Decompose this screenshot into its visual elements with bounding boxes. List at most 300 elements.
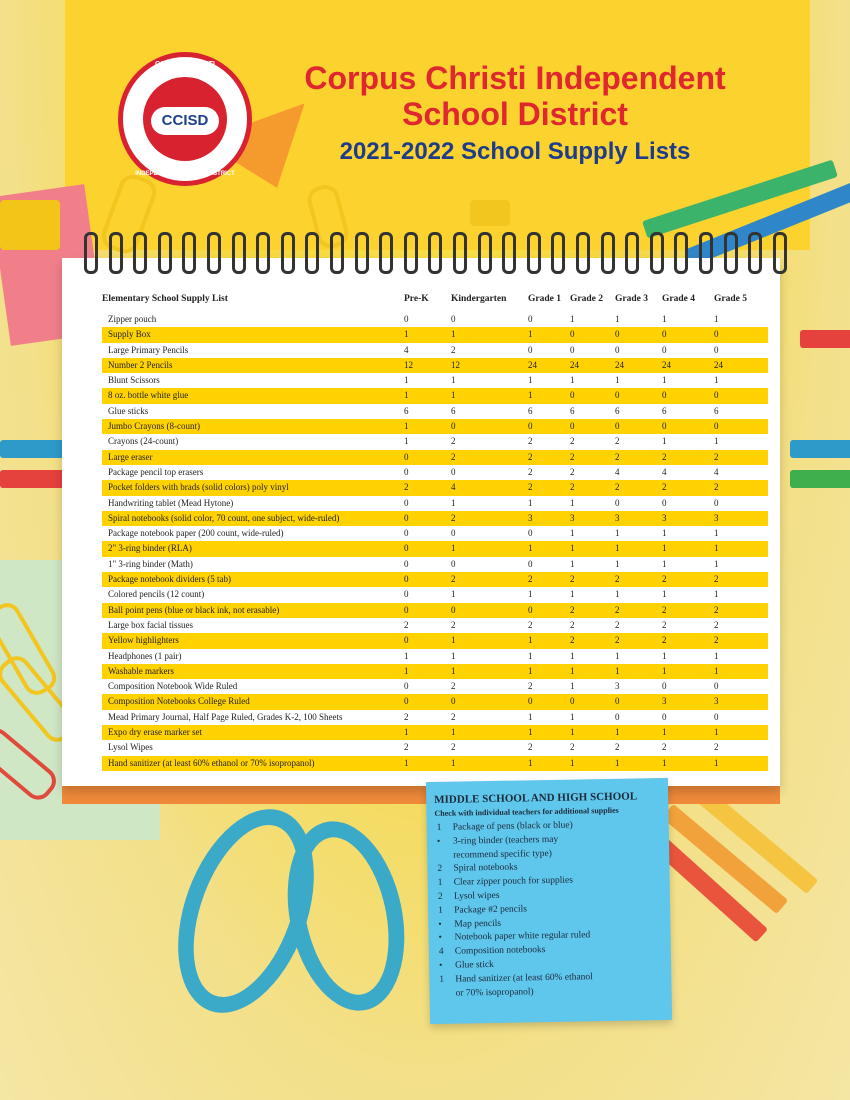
supply-item-name: Blunt Scissors xyxy=(108,375,160,386)
item-quantity: 1 xyxy=(437,878,443,889)
quantity-cell: 0 xyxy=(404,466,409,477)
quantity-cell: 1 xyxy=(404,436,409,447)
supply-item-name: Large Primary Pencils xyxy=(108,344,189,355)
quantity-cell: 2 xyxy=(570,482,575,493)
quantity-cell: 0 xyxy=(662,344,667,355)
quantity-cell: 0 xyxy=(451,421,456,432)
quantity-cell: 2 xyxy=(451,344,456,355)
list-title: Elementary School Supply List xyxy=(102,294,228,304)
quantity-cell: 0 xyxy=(714,390,719,401)
col-header: Grade 2 xyxy=(570,294,603,304)
spiral-ring xyxy=(453,232,467,274)
quantity-cell: 0 xyxy=(662,390,667,401)
quantity-cell: 2 xyxy=(404,619,409,630)
quantity-cell: 2 xyxy=(615,742,620,753)
quantity-cell: 6 xyxy=(451,405,456,416)
item-quantity: 2 xyxy=(437,864,443,875)
table-row xyxy=(102,496,768,511)
quantity-cell: 1 xyxy=(451,390,456,401)
quantity-cell: 24 xyxy=(528,359,537,370)
quantity-cell: 2 xyxy=(714,574,719,585)
item-text-continued: recommend specific type) xyxy=(453,848,552,861)
quantity-cell: 0 xyxy=(662,497,667,508)
supply-item-name: Hand sanitizer (at least 60% ethanol or 70% isopropanol) xyxy=(108,757,315,768)
quantity-cell: 0 xyxy=(451,466,456,477)
notebook-cover-edge xyxy=(62,786,780,804)
item-text: Package of pens (black or blue) xyxy=(452,820,573,833)
quantity-cell: 3 xyxy=(662,696,667,707)
spiral-ring xyxy=(207,232,221,274)
spiral-binding xyxy=(62,232,780,272)
quantity-cell: 4 xyxy=(451,482,456,493)
item-quantity: • xyxy=(438,933,443,944)
quantity-cell: 1 xyxy=(615,314,620,324)
supply-table xyxy=(102,312,768,771)
middle-high-list xyxy=(437,818,665,1001)
sticky-title: MIDDLE SCHOOL AND HIGH SCHOOL xyxy=(434,790,638,806)
supply-item-name: 8 oz. bottle white glue xyxy=(108,390,189,401)
table-row xyxy=(102,480,768,495)
item-text-continued: or 70% isopropanol) xyxy=(455,986,534,999)
quantity-cell: 2 xyxy=(662,604,667,615)
quantity-cell: 1 xyxy=(615,558,620,569)
table-row xyxy=(102,603,768,618)
page-title-line2: School District xyxy=(402,96,628,132)
spiral-ring xyxy=(133,232,147,274)
supply-item-name: Package notebook dividers (5 tab) xyxy=(108,574,231,585)
supply-item-name: Large eraser xyxy=(108,451,153,462)
quantity-cell: 3 xyxy=(615,681,620,692)
binder-clip-icon xyxy=(0,200,60,250)
supply-item-name: Colored pencils (12 count) xyxy=(108,589,205,600)
supply-item-name: 2" 3-ring binder (RLA) xyxy=(108,543,192,554)
quantity-cell: 4 xyxy=(404,344,409,355)
spiral-ring xyxy=(330,232,344,274)
table-row xyxy=(102,373,768,388)
pencil-icon xyxy=(0,440,70,458)
table-row xyxy=(102,633,768,648)
page-title-line1: Corpus Christi Independent xyxy=(304,60,726,96)
supply-item-name: Package pencil top erasers xyxy=(108,466,204,477)
spiral-ring xyxy=(182,232,196,274)
table-row xyxy=(102,557,768,572)
quantity-cell: 0 xyxy=(615,421,620,432)
quantity-cell: 0 xyxy=(451,314,456,324)
quantity-cell: 12 xyxy=(404,359,413,370)
quantity-cell: 1 xyxy=(528,375,533,386)
quantity-cell: 0 xyxy=(404,696,409,707)
supply-item-name: Crayons (24-count) xyxy=(108,436,179,447)
table-row xyxy=(102,419,768,434)
spiral-ring xyxy=(404,232,418,274)
quantity-cell: 0 xyxy=(528,604,533,615)
table-row xyxy=(102,541,768,556)
quantity-cell: 1 xyxy=(570,711,575,722)
quantity-cell: 1 xyxy=(662,543,667,554)
quantity-cell: 2 xyxy=(662,635,667,646)
quantity-cell: 1 xyxy=(714,650,719,661)
quantity-cell: 1 xyxy=(570,757,575,768)
quantity-cell: 1 xyxy=(451,665,456,676)
quantity-cell: 0 xyxy=(615,329,620,340)
quantity-cell: 1 xyxy=(528,711,533,722)
quantity-cell: 0 xyxy=(451,528,456,539)
table-row xyxy=(102,327,768,342)
spiral-ring xyxy=(576,232,590,274)
spiral-ring xyxy=(527,232,541,274)
quantity-cell: 1 xyxy=(528,635,533,646)
item-quantity: • xyxy=(436,836,441,847)
sticky-note-text: Check with individual teachers for additional supplies xyxy=(434,805,619,818)
quantity-cell: 1 xyxy=(528,589,533,600)
quantity-cell: 2 xyxy=(662,742,667,753)
quantity-cell: 0 xyxy=(714,681,719,692)
quantity-cell: 1 xyxy=(662,757,667,768)
table-row xyxy=(102,465,768,480)
quantity-cell: 1 xyxy=(615,757,620,768)
item-text: Composition notebooks xyxy=(454,945,546,957)
quantity-cell: 0 xyxy=(615,390,620,401)
quantity-cell: 4 xyxy=(615,466,620,477)
quantity-cell: 0 xyxy=(570,390,575,401)
quantity-cell: 0 xyxy=(662,711,667,722)
supply-item-name: Number 2 Pencils xyxy=(108,359,173,370)
quantity-cell: 1 xyxy=(451,375,456,386)
supply-item-name: Jumbo Crayons (8-count) xyxy=(108,421,200,432)
pencil-icon xyxy=(790,440,850,458)
quantity-cell: 1 xyxy=(404,375,409,386)
supply-item-name: Washable markers xyxy=(108,665,174,676)
spiral-ring xyxy=(379,232,393,274)
quantity-cell: 2 xyxy=(714,742,719,753)
quantity-cell: 0 xyxy=(528,344,533,355)
spiral-ring xyxy=(428,232,442,274)
quantity-cell: 6 xyxy=(662,405,667,416)
quantity-cell: 2 xyxy=(528,742,533,753)
logo-ring-bottom: INDEPENDENT SCHOOL DISTRICT xyxy=(135,171,235,177)
quantity-cell: 24 xyxy=(570,359,579,370)
quantity-cell: 1 xyxy=(528,757,533,768)
quantity-cell: 0 xyxy=(570,329,575,340)
quantity-cell: 1 xyxy=(714,375,719,386)
quantity-cell: 2 xyxy=(615,619,620,630)
spiral-ring xyxy=(305,232,319,274)
quantity-cell: 1 xyxy=(528,497,533,508)
quantity-cell: 2 xyxy=(714,451,719,462)
middle-high-sticky-note xyxy=(426,778,672,1024)
quantity-cell: 1 xyxy=(451,543,456,554)
quantity-cell: 1 xyxy=(662,589,667,600)
spiral-ring xyxy=(232,232,246,274)
quantity-cell: 1 xyxy=(451,757,456,768)
quantity-cell: 0 xyxy=(714,497,719,508)
item-text: Spiral notebooks xyxy=(453,862,518,875)
quantity-cell: 1 xyxy=(404,665,409,676)
item-quantity: • xyxy=(439,960,443,971)
quantity-cell: 2 xyxy=(662,482,667,493)
table-row xyxy=(102,587,768,602)
quantity-cell: 1 xyxy=(570,589,575,600)
quantity-cell: 2 xyxy=(451,512,456,523)
spiral-ring xyxy=(158,232,172,274)
quantity-cell: 1 xyxy=(714,436,719,447)
table-row xyxy=(102,511,768,526)
quantity-cell: 2 xyxy=(404,711,409,722)
quantity-cell: 2 xyxy=(615,635,620,646)
table-row xyxy=(102,710,768,725)
quantity-cell: 1 xyxy=(615,665,620,676)
quantity-cell: 1 xyxy=(714,558,719,569)
table-row xyxy=(102,694,768,709)
item-text: Hand sanitizer (at least 60% ethanol xyxy=(455,972,593,985)
supply-item-name: Composition Notebooks College Ruled xyxy=(108,696,250,707)
supply-item-name: Ball point pens (blue or black ink, not erasable) xyxy=(108,604,280,615)
col-header: Grade 3 xyxy=(615,294,648,304)
table-row xyxy=(102,664,768,679)
quantity-cell: 0 xyxy=(714,421,719,432)
spiral-ring xyxy=(478,232,492,274)
spiral-ring xyxy=(281,232,295,274)
supply-item-name: Glue sticks xyxy=(108,405,149,416)
quantity-cell: 3 xyxy=(714,696,719,707)
quantity-cell: 0 xyxy=(615,711,620,722)
quantity-cell: 0 xyxy=(662,329,667,340)
quantity-cell: 0 xyxy=(404,681,409,692)
spiral-ring xyxy=(84,232,98,274)
quantity-cell: 0 xyxy=(714,344,719,355)
quantity-cell: 2 xyxy=(528,482,533,493)
quantity-cell: 12 xyxy=(451,359,460,370)
quantity-cell: 2 xyxy=(615,436,620,447)
quantity-cell: 1 xyxy=(528,329,533,340)
quantity-cell: 2 xyxy=(615,451,620,462)
quantity-cell: 1 xyxy=(570,497,575,508)
table-row xyxy=(102,404,768,419)
supply-item-name: Yellow highlighters xyxy=(108,635,179,646)
spiral-ring xyxy=(625,232,639,274)
quantity-cell: 1 xyxy=(570,650,575,661)
quantity-cell: 1 xyxy=(451,650,456,661)
quantity-cell: 0 xyxy=(404,574,409,585)
quantity-cell: 1 xyxy=(528,650,533,661)
quantity-cell: 2 xyxy=(615,604,620,615)
spiral-ring xyxy=(601,232,615,274)
quantity-cell: 1 xyxy=(570,314,575,324)
quantity-cell: 0 xyxy=(404,451,409,462)
quantity-cell: 1 xyxy=(615,589,620,600)
item-text: Clear zipper pouch for supplies xyxy=(453,875,573,888)
quantity-cell: 0 xyxy=(404,558,409,569)
quantity-cell: 1 xyxy=(570,665,575,676)
quantity-cell: 1 xyxy=(451,589,456,600)
quantity-cell: 0 xyxy=(615,696,620,707)
quantity-cell: 2 xyxy=(662,574,667,585)
quantity-cell: 0 xyxy=(528,696,533,707)
supply-item-name: Lysol Wipes xyxy=(108,742,153,753)
quantity-cell: 3 xyxy=(570,512,575,523)
quantity-cell: 1 xyxy=(615,543,620,554)
item-quantity: 4 xyxy=(438,947,444,958)
quantity-cell: 0 xyxy=(451,696,456,707)
quantity-cell: 0 xyxy=(528,314,533,324)
quantity-cell: 0 xyxy=(404,512,409,523)
table-row xyxy=(102,756,768,771)
col-header: Grade 4 xyxy=(662,294,695,304)
spiral-ring xyxy=(551,232,565,274)
quantity-cell: 0 xyxy=(662,421,667,432)
quantity-cell: 0 xyxy=(615,344,620,355)
quantity-cell: 24 xyxy=(662,359,671,370)
quantity-cell: 0 xyxy=(528,528,533,539)
spiral-ring xyxy=(699,232,713,274)
quantity-cell: 2 xyxy=(570,604,575,615)
table-row xyxy=(102,450,768,465)
supply-item-name: Composition Notebook Wide Ruled xyxy=(108,681,238,692)
col-header: Kindergarten xyxy=(451,294,507,304)
quantity-cell: 1 xyxy=(404,727,409,738)
col-header: Grade 1 xyxy=(528,294,561,304)
quantity-cell: 2 xyxy=(451,742,456,753)
quantity-cell: 2 xyxy=(570,635,575,646)
item-quantity: 1 xyxy=(439,974,445,985)
quantity-cell: 0 xyxy=(528,558,533,569)
pencil-icon xyxy=(0,470,70,488)
quantity-cell: 1 xyxy=(615,528,620,539)
supply-item-name: Spiral notebooks (solid color, 70 count, one subject, wide-ruled) xyxy=(108,512,340,523)
supply-item-name: Expo dry erase marker set xyxy=(108,727,202,738)
quantity-cell: 1 xyxy=(570,727,575,738)
quantity-cell: 0 xyxy=(570,344,575,355)
quantity-cell: 4 xyxy=(714,466,719,477)
quantity-cell: 1 xyxy=(662,528,667,539)
quantity-cell: 0 xyxy=(404,314,409,324)
quantity-cell: 1 xyxy=(662,558,667,569)
quantity-cell: 0 xyxy=(528,421,533,432)
quantity-cell: 1 xyxy=(570,558,575,569)
quantity-cell: 2 xyxy=(451,574,456,585)
item-quantity: 1 xyxy=(438,905,443,916)
supply-item-name: Mead Primary Journal, Half Page Ruled, Grades K-2, 100 Sheets xyxy=(108,711,343,722)
quantity-cell: 2 xyxy=(615,482,620,493)
spiral-ring xyxy=(748,232,762,274)
table-row xyxy=(102,358,768,373)
supply-item-name: Zipper pouch xyxy=(108,314,157,324)
quantity-cell: 2 xyxy=(451,711,456,722)
quantity-cell: 0 xyxy=(570,421,575,432)
quantity-cell: 0 xyxy=(404,604,409,615)
quantity-cell: 1 xyxy=(528,390,533,401)
logo-mark: CCISD xyxy=(151,107,219,135)
item-text: Lysol wipes xyxy=(453,890,500,902)
quantity-cell: 3 xyxy=(615,512,620,523)
quantity-cell: 2 xyxy=(714,619,719,630)
item-text: Map pencils xyxy=(454,918,502,930)
spiral-ring xyxy=(650,232,664,274)
quantity-cell: 0 xyxy=(404,589,409,600)
table-row xyxy=(102,434,768,449)
quantity-cell: 0 xyxy=(662,681,667,692)
quantity-cell: 2 xyxy=(714,604,719,615)
item-quantity: • xyxy=(438,919,442,930)
quantity-cell: 0 xyxy=(714,711,719,722)
quantity-cell: 2 xyxy=(662,619,667,630)
quantity-cell: 1 xyxy=(451,635,456,646)
quantity-cell: 1 xyxy=(615,650,620,661)
quantity-cell: 3 xyxy=(714,512,719,523)
supply-item-name: Headphones (1 pair) xyxy=(108,650,182,661)
quantity-cell: 3 xyxy=(662,512,667,523)
quantity-cell: 6 xyxy=(404,405,409,416)
quantity-cell: 2 xyxy=(451,451,456,462)
table-row xyxy=(102,618,768,633)
spiral-ring xyxy=(724,232,738,274)
quantity-cell: 1 xyxy=(714,314,719,324)
quantity-cell: 1 xyxy=(451,727,456,738)
spiral-ring xyxy=(355,232,369,274)
table-row xyxy=(102,679,768,694)
quantity-cell: 1 xyxy=(528,543,533,554)
quantity-cell: 1 xyxy=(570,375,575,386)
quantity-cell: 1 xyxy=(615,375,620,386)
supply-item-name: Package notebook paper (200 count, wide-ruled) xyxy=(108,528,284,539)
quantity-cell: 2 xyxy=(451,681,456,692)
table-row xyxy=(102,649,768,664)
quantity-cell: 1 xyxy=(570,681,575,692)
quantity-cell: 1 xyxy=(662,436,667,447)
quantity-cell: 1 xyxy=(404,757,409,768)
quantity-cell: 2 xyxy=(528,466,533,477)
quantity-cell: 2 xyxy=(714,635,719,646)
quantity-cell: 0 xyxy=(404,635,409,646)
item-quantity: 2 xyxy=(437,891,443,902)
item-text: 3-ring binder (teachers may xyxy=(452,834,559,847)
logo-ring-top: CORPUS CHRISTI xyxy=(155,61,215,68)
quantity-cell: 1 xyxy=(404,390,409,401)
quantity-cell: 2 xyxy=(451,619,456,630)
col-header: Grade 5 xyxy=(714,294,747,304)
table-row xyxy=(102,725,768,740)
quantity-cell: 2 xyxy=(404,742,409,753)
table-row xyxy=(102,388,768,403)
list-item xyxy=(437,832,662,864)
quantity-cell: 2 xyxy=(570,619,575,630)
pencil-icon xyxy=(790,470,850,488)
quantity-cell: 1 xyxy=(570,543,575,554)
quantity-cell: 2 xyxy=(528,574,533,585)
quantity-cell: 1 xyxy=(662,727,667,738)
ccisd-logo xyxy=(118,52,252,186)
item-text: Notebook paper white regular ruled xyxy=(454,930,591,944)
quantity-cell: 2 xyxy=(570,451,575,462)
table-row xyxy=(102,740,768,755)
quantity-cell: 1 xyxy=(714,543,719,554)
spiral-ring xyxy=(502,232,516,274)
quantity-cell: 1 xyxy=(662,314,667,324)
quantity-cell: 0 xyxy=(615,497,620,508)
quantity-cell: 2 xyxy=(528,681,533,692)
quantity-cell: 2 xyxy=(570,436,575,447)
quantity-cell: 2 xyxy=(528,619,533,630)
list-item xyxy=(439,970,664,1002)
quantity-cell: 1 xyxy=(662,375,667,386)
supply-item-name: Large box facial tissues xyxy=(108,619,194,630)
supply-table-header xyxy=(102,292,762,308)
quantity-cell: 6 xyxy=(528,405,533,416)
item-text: Package #2 pencils xyxy=(454,904,528,916)
quantity-cell: 1 xyxy=(662,650,667,661)
table-row xyxy=(102,343,768,358)
col-header: Pre-K xyxy=(404,294,429,304)
